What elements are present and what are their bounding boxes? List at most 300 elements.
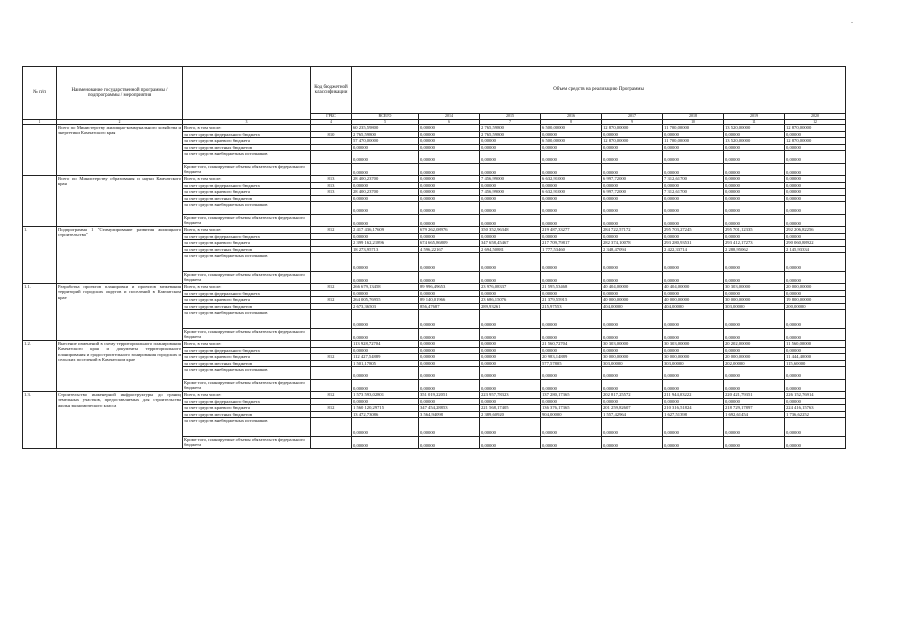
year-value: 0,00000 — [602, 151, 663, 164]
year-value: 674 665,86809 — [419, 240, 480, 247]
year-value: 0,00000 — [480, 367, 541, 380]
grbs-code: 812 — [311, 392, 352, 399]
year-value: 0,00000 — [602, 436, 663, 449]
year-value: 20 000,00000 — [785, 284, 846, 291]
total-value: 0,00000 — [352, 310, 419, 329]
year-value: 0,00000 — [602, 328, 663, 341]
year-value: 215,97553 — [541, 303, 602, 310]
year-value: 289,93261 — [480, 303, 541, 310]
total-value: 13 472,73086 — [352, 411, 419, 418]
year-value: 202,00000 — [724, 360, 785, 367]
year-value: 12 870,00000 — [785, 125, 846, 132]
total-value: 113 928,72704 — [352, 341, 419, 348]
year-value: 577,57805 — [541, 360, 602, 367]
total-value: 264 005,76955 — [352, 297, 419, 304]
year-value: 303,00000 — [602, 360, 663, 367]
funding-source: Кроме того, планируемые объемы обязательств федерального бюджета — [183, 436, 311, 449]
year-value: 0,00000 — [785, 367, 846, 380]
funding-source: за счет средств местных бюджетов — [183, 195, 311, 202]
column-index-5: 5 — [352, 120, 419, 125]
year-value: 0,00000 — [419, 436, 480, 449]
funding-source: за счет средств местных бюджетов — [183, 246, 311, 253]
year-value: 13 520,00000 — [724, 125, 785, 132]
year-value: 0,00000 — [602, 182, 663, 189]
funding-source: Всего, в том числе: — [183, 125, 311, 132]
total-value: 2 673,36503 — [352, 303, 419, 310]
grbs-code — [311, 163, 352, 176]
year-value: 30 000,00000 — [602, 354, 663, 361]
year-value: 0,00000 — [602, 418, 663, 437]
year-value: 0,00000 — [602, 379, 663, 392]
year-value: 0,00000 — [785, 310, 846, 329]
year-value: 0,00000 — [785, 163, 846, 176]
column-index-9: 9 — [602, 120, 663, 125]
total-value: 1 573 593,02801 — [352, 392, 419, 399]
year-value: 0,00000 — [724, 131, 785, 138]
year-value: 0,00000 — [419, 182, 480, 189]
year-value: 0,00000 — [602, 195, 663, 202]
year-value: 6 632,91000 — [541, 176, 602, 183]
funding-source: за счет средств федерального бюджета — [183, 347, 311, 354]
grbs-code: 812 — [311, 297, 352, 304]
year-value: 0,00000 — [663, 233, 724, 240]
grbs-code: 812 — [311, 227, 352, 234]
year-value: 0,00000 — [785, 328, 846, 341]
year-value: 0,00000 — [419, 418, 480, 437]
year-value: 0,00000 — [724, 195, 785, 202]
year-value: 0,00000 — [541, 379, 602, 392]
year-value: 0,00000 — [663, 347, 724, 354]
column-index-3: 3 — [183, 120, 311, 125]
year-value: 0,00000 — [663, 182, 724, 189]
year-value: 0,00000 — [785, 189, 846, 196]
year-value: 2 765,59800 — [480, 131, 541, 138]
year-value: 12 870,00000 — [602, 125, 663, 132]
year-value: 0,00000 — [663, 379, 724, 392]
funding-source: Всего, в том числе: — [183, 341, 311, 348]
grbs-code — [311, 151, 352, 164]
year-value: 7 456,99000 — [480, 176, 541, 183]
year-value: 0,00000 — [785, 379, 846, 392]
year-value: 0,00000 — [663, 253, 724, 272]
year-value: 0,00000 — [480, 418, 541, 437]
row-number — [23, 125, 57, 176]
row-number: 1.2. — [23, 341, 57, 392]
year-value: 0,00000 — [419, 310, 480, 329]
year-value: 2 145,93334 — [785, 246, 846, 253]
program-name: Строительство инженерной инфраструктуры до границ земельных участков, предоставляемых для строительства жилья экономического класса — [57, 392, 183, 449]
year-value: 20 983,14889 — [541, 354, 602, 361]
year-value: 136 376,17365 — [541, 405, 602, 412]
total-value: 0,00000 — [352, 202, 419, 215]
year-value: 0,00000 — [480, 354, 541, 361]
year-value: 0,00000 — [724, 290, 785, 297]
funding-source: за счет средств краевого бюджета — [183, 240, 311, 247]
funding-source: за счет средств краевого бюджета — [183, 297, 311, 304]
year-value: 20 000,00000 — [724, 354, 785, 361]
year-value: 11 700,00000 — [663, 125, 724, 132]
year-value: 220 421,79351 — [724, 392, 785, 399]
year-value: 1 777,53460 — [541, 246, 602, 253]
year-value: 223 957,78323 — [480, 392, 541, 399]
year-value: 0,00000 — [785, 195, 846, 202]
grbs-code: 812 — [311, 354, 352, 361]
year-value: 0,00000 — [663, 328, 724, 341]
row-number: 1.3. — [23, 392, 57, 449]
funding-source: за счет средств местных бюджетов — [183, 360, 311, 367]
grbs-code: 812 — [311, 405, 352, 412]
year-value: 0,00000 — [541, 182, 602, 189]
year-value: 0,00000 — [724, 189, 785, 196]
year-value: 0,00000 — [724, 202, 785, 215]
corner-mark: - — [851, 20, 853, 26]
column-index-6: 6 — [419, 120, 480, 125]
year-value: 0,00000 — [541, 367, 602, 380]
total-value: 2 399 162,21896 — [352, 240, 419, 247]
program-name: Подпрограмма 1 "Стимулирование развития жилищного строительства" — [57, 227, 183, 284]
year-value: 0,00000 — [541, 233, 602, 240]
total-value: 0,00000 — [352, 195, 419, 202]
year-value: 0,00000 — [724, 163, 785, 176]
total-value: 0,00000 — [352, 418, 419, 437]
year-value: 0,00000 — [480, 398, 541, 405]
year-value: 201 259,82607 — [602, 405, 663, 412]
funding-source: за счет средств внебюджетных источников — [183, 310, 311, 329]
column-index-12: 12 — [785, 120, 846, 125]
year-value: 0,00000 — [724, 436, 785, 449]
grbs-code — [311, 367, 352, 380]
year-value: 0,00000 — [602, 398, 663, 405]
year-value: 0,00000 — [419, 189, 480, 196]
header-budget-code: Код бюджетной классификации — [311, 67, 352, 114]
funding-source: за счет средств внебюджетных источников — [183, 151, 311, 164]
year-value: 0,00000 — [541, 418, 602, 437]
year-value: 0,00000 — [663, 398, 724, 405]
year-value: 221 568,17405 — [480, 405, 541, 412]
year-value: 0,00000 — [785, 176, 846, 183]
year-value: 0,00000 — [724, 328, 785, 341]
funding-source: Всего, в том числе: — [183, 284, 311, 291]
funding-source: за счет средств федерального бюджета — [183, 290, 311, 297]
total-value: 112 427,54889 — [352, 354, 419, 361]
year-value: 293 412,17273 — [724, 240, 785, 247]
total-value: 0,00000 — [352, 214, 419, 227]
year-value: 0,00000 — [724, 347, 785, 354]
total-value: 266 679,13458 — [352, 284, 419, 291]
total-value: 0,00000 — [352, 182, 419, 189]
year-value: 0,00000 — [419, 271, 480, 284]
column-index-11: 11 — [724, 120, 785, 125]
year-value: 0,00000 — [602, 347, 663, 354]
year-value: 0,00000 — [602, 290, 663, 297]
year-value: 0,00000 — [541, 131, 602, 138]
year-value: 904,00000 — [541, 411, 602, 418]
year-value: 0,00000 — [724, 310, 785, 329]
year-value: 282 374,10078 — [602, 240, 663, 247]
funding-source: Кроме того, планируемые объемы обязательств федерального бюджета — [183, 271, 311, 284]
year-value: 0,00000 — [602, 131, 663, 138]
year-value: 0,00000 — [419, 290, 480, 297]
year-value: 0,00000 — [541, 151, 602, 164]
funding-source: за счет средств внебюджетных источников — [183, 367, 311, 380]
year-value: 0,00000 — [480, 328, 541, 341]
year-value: 0,00000 — [602, 163, 663, 176]
year-value: 0,00000 — [541, 347, 602, 354]
year-value: 0,00000 — [419, 144, 480, 151]
year-value: 0,00000 — [480, 271, 541, 284]
year-value: 0,00000 — [480, 233, 541, 240]
funding-source: Всего, в том числе: — [183, 176, 311, 183]
year-value: 293 280,93531 — [663, 240, 724, 247]
year-value: 303,00000 — [724, 303, 785, 310]
subheader-3: 2015 — [480, 114, 541, 120]
year-value: 0,00000 — [602, 253, 663, 272]
total-value: 60 235,59800 — [352, 125, 419, 132]
year-value: 30 303,00000 — [663, 341, 724, 348]
funding-source: за счет средств местных бюджетов — [183, 303, 311, 310]
year-value: 0,00000 — [785, 131, 846, 138]
year-value: 0,00000 — [480, 138, 541, 145]
year-value: 0,00000 — [419, 163, 480, 176]
year-value: 0,00000 — [663, 367, 724, 380]
year-value: 2 765,59800 — [480, 125, 541, 132]
year-value: 30 000,00000 — [724, 297, 785, 304]
year-value: 0,00000 — [785, 253, 846, 272]
year-value: 0,00000 — [480, 341, 541, 348]
grbs-code — [311, 253, 352, 272]
year-value: 303,00000 — [663, 360, 724, 367]
year-value: 7 312,61700 — [663, 189, 724, 196]
year-value: 0,00000 — [785, 347, 846, 354]
grbs-code: 813 — [311, 189, 352, 196]
year-value: 0,00000 — [419, 131, 480, 138]
grbs-code — [311, 214, 352, 227]
year-value: 0,00000 — [419, 195, 480, 202]
year-value: 0,00000 — [541, 290, 602, 297]
grbs-code — [311, 310, 352, 329]
year-value: 21 560,72704 — [541, 341, 602, 348]
year-value: 0,00000 — [419, 253, 480, 272]
year-value: 217 709,79817 — [541, 240, 602, 247]
year-value: 284 722,57172 — [602, 227, 663, 234]
year-value: 226 152,76914 — [785, 392, 846, 399]
year-value: 0,00000 — [541, 436, 602, 449]
year-value: 0,00000 — [785, 202, 846, 215]
year-value: 0,00000 — [419, 347, 480, 354]
grbs-code — [311, 436, 352, 449]
year-value: 211 944,03222 — [663, 392, 724, 399]
funding-source: за счет средств внебюджетных источников — [183, 202, 311, 215]
year-value: 0,00000 — [785, 233, 846, 240]
year-value: 0,00000 — [480, 163, 541, 176]
year-value: 1 627,51398 — [663, 411, 724, 418]
year-value: 0,00000 — [480, 290, 541, 297]
year-value: 0,00000 — [419, 138, 480, 145]
subheader-7: 2019 — [724, 114, 785, 120]
year-value: 11 444,40000 — [785, 354, 846, 361]
year-value: 12 870,00000 — [785, 138, 846, 145]
grbs-code — [311, 379, 352, 392]
year-value: 404,00000 — [663, 303, 724, 310]
year-value: 40 000,00000 — [663, 297, 724, 304]
year-value: 0,00000 — [602, 144, 663, 151]
year-value: 0,00000 — [480, 436, 541, 449]
year-value: 0,00000 — [480, 202, 541, 215]
year-value: 0,00000 — [602, 202, 663, 215]
year-value: 115,60000 — [785, 360, 846, 367]
year-value: 0,00000 — [480, 379, 541, 392]
year-value: 0,00000 — [419, 328, 480, 341]
year-value: 0,00000 — [785, 271, 846, 284]
year-value: 0,00000 — [663, 436, 724, 449]
year-value: 2 422,33714 — [663, 246, 724, 253]
header-number: № п/п — [23, 67, 57, 120]
year-value: 347 454,28853 — [419, 405, 480, 412]
year-value: 350 352,96348 — [480, 227, 541, 234]
total-value: 18 273,95713 — [352, 246, 419, 253]
row-number — [23, 176, 57, 227]
grbs-code: 810 — [311, 131, 352, 138]
year-value: 0,00000 — [480, 360, 541, 367]
year-value: 0,00000 — [663, 418, 724, 437]
year-value: 0,00000 — [480, 195, 541, 202]
column-index-8: 8 — [541, 120, 602, 125]
year-value: 0,00000 — [480, 253, 541, 272]
year-value: 0,00000 — [480, 347, 541, 354]
year-value: 1 692,61454 — [724, 411, 785, 418]
year-value: 2 694,50881 — [480, 246, 541, 253]
funding-source: за счет средств краевого бюджета — [183, 189, 311, 196]
year-value: 0,00000 — [602, 233, 663, 240]
year-value: 89 140,01966 — [419, 297, 480, 304]
year-value: 0,00000 — [663, 290, 724, 297]
year-value: 21 379,55915 — [541, 297, 602, 304]
year-value: 219 487,33277 — [541, 227, 602, 234]
year-value: 0,00000 — [541, 214, 602, 227]
year-value: 0,00000 — [663, 310, 724, 329]
funding-source: Всего, в том числе: — [183, 392, 311, 399]
year-value: 0,00000 — [602, 271, 663, 284]
year-value: 0,00000 — [724, 418, 785, 437]
year-value: 0,00000 — [541, 144, 602, 151]
year-value: 0,00000 — [419, 398, 480, 405]
total-value: 28 400,23700 — [352, 189, 419, 196]
column-index-10: 10 — [663, 120, 724, 125]
year-value: 0,00000 — [724, 367, 785, 380]
year-value: 0,00000 — [663, 151, 724, 164]
total-value: 0,00000 — [352, 379, 419, 392]
total-value: 0,00000 — [352, 398, 419, 405]
year-value: 0,00000 — [541, 253, 602, 272]
funding-source: за счет средств федерального бюджета — [183, 233, 311, 240]
funding-source: за счет средств внебюджетных источников — [183, 418, 311, 437]
year-value: 0,00000 — [602, 214, 663, 227]
year-value: 7 312,61700 — [663, 176, 724, 183]
year-value: 0,00000 — [663, 202, 724, 215]
year-value: 0,00000 — [724, 182, 785, 189]
year-value: 202 817,25572 — [602, 392, 663, 399]
year-value: 0,00000 — [419, 341, 480, 348]
year-value: 30 000,00000 — [663, 354, 724, 361]
year-value: 0,00000 — [419, 379, 480, 392]
funding-source: Кроме того, планируемые объемы обязательств федерального бюджета — [183, 379, 311, 392]
year-value: 0,00000 — [419, 354, 480, 361]
year-value: 0,00000 — [724, 214, 785, 227]
year-value: 1 557,42964 — [602, 411, 663, 418]
year-value: 0,00000 — [663, 131, 724, 138]
subheader-8: 2020 — [785, 114, 846, 120]
year-value: 2 348,47094 — [602, 246, 663, 253]
total-value: 0,00000 — [352, 163, 419, 176]
row-number: 1.1. — [23, 284, 57, 341]
grbs-code — [311, 418, 352, 437]
year-value: 6 997,72000 — [602, 176, 663, 183]
year-value: 0,00000 — [480, 151, 541, 164]
year-value: 20 202,00000 — [724, 341, 785, 348]
program-name: Внесение изменений в схему территориального планирования Камчатского края и документы территориального планирования и градостроительного зонирования городских и сельских поселений в Камчатском крае — [57, 341, 183, 392]
year-value: 0,00000 — [785, 418, 846, 437]
header-funds: Объем средств на реализацию Программы — [352, 67, 846, 114]
year-value: 23 686,15076 — [480, 297, 541, 304]
year-value: 0,00000 — [663, 163, 724, 176]
grbs-code: 813 — [311, 176, 352, 183]
funding-source: за счет средств местных бюджетов — [183, 411, 311, 418]
year-value: 295 701,12335 — [724, 227, 785, 234]
year-value: 0,00000 — [602, 310, 663, 329]
year-value: 0,00000 — [541, 310, 602, 329]
year-value: 11 560,00000 — [785, 341, 846, 348]
year-value: 137 280,17365 — [541, 392, 602, 399]
year-value: 19 800,00000 — [785, 297, 846, 304]
row-number: 1. — [23, 227, 57, 284]
total-value: 0,00000 — [352, 271, 419, 284]
total-value: 57 470,00000 — [352, 138, 419, 145]
year-value: 2 288,95062 — [724, 246, 785, 253]
column-index-7: 7 — [480, 120, 541, 125]
program-name: Разработка проектов планировки и проектов межевания территорий городских округов и поселений в Камчатском крае — [57, 284, 183, 341]
year-value: 0,00000 — [419, 360, 480, 367]
total-value: 0,00000 — [352, 151, 419, 164]
year-value: 0,00000 — [480, 310, 541, 329]
year-value: 0,00000 — [419, 176, 480, 183]
funding-source: Всего, в том числе: — [183, 227, 311, 234]
total-value: 1 501,17805 — [352, 360, 419, 367]
subheader-6: 2018 — [663, 114, 724, 120]
year-value: 0,00000 — [419, 233, 480, 240]
year-value: 0,00000 — [419, 151, 480, 164]
total-value: 0,00000 — [352, 253, 419, 272]
year-value: 0,00000 — [541, 398, 602, 405]
program-name: Всего по Министерству жилищно-коммунального хозяйства и энергетики Камчатского края — [57, 125, 183, 176]
total-value: 0,00000 — [352, 436, 419, 449]
year-value: 0,00000 — [724, 144, 785, 151]
year-value: 0,00000 — [785, 398, 846, 405]
year-value: 0,00000 — [663, 195, 724, 202]
year-value: 0,00000 — [480, 214, 541, 227]
year-value: 0,00000 — [541, 271, 602, 284]
year-value: 210 316,51824 — [663, 405, 724, 412]
total-value: 2 765,59800 — [352, 131, 419, 138]
year-value: 4 596,22167 — [419, 246, 480, 253]
subheader-5: 2017 — [602, 114, 663, 120]
funding-source: за счет средств краевого бюджета — [183, 354, 311, 361]
grbs-code: 813 — [311, 182, 352, 189]
year-value: 40 404,00000 — [663, 284, 724, 291]
year-value: 21 595,53468 — [541, 284, 602, 291]
year-value: 679 262,08976 — [419, 227, 480, 234]
year-value: 0,00000 — [724, 398, 785, 405]
year-value: 0,00000 — [663, 271, 724, 284]
